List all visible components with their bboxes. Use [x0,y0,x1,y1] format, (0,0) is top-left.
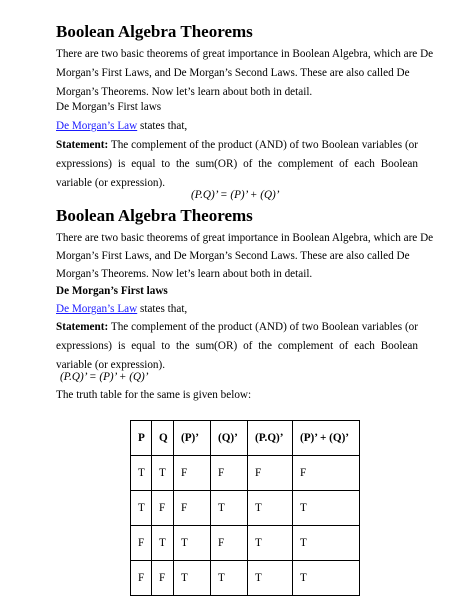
table-cell: T [131,456,152,491]
statement-label: Statement: [56,139,109,151]
states-that-text: states that, [137,120,188,132]
de-morgans-law-link[interactable]: De Morgan’s Law [56,120,138,132]
table-cell: F [248,456,293,491]
table-cell: T [293,561,360,596]
table-cell: T [248,561,293,596]
section2-intro-line-2: Morgan’s First Laws, and De Morgan’s Second Laws. These are also called De [56,250,410,262]
table-cell: F [174,491,211,526]
table-cell: T [248,491,293,526]
table-cell: F [131,561,152,596]
statement-label-2: Statement: [56,321,109,333]
table-row [131,526,360,561]
table-cell: F [152,561,174,596]
statement-text-2: The complement of the product (AND) of two Boolean variables (or expressions) is equal to the sum(OR) of the complement of each Boolean variable (or expression). [56,321,418,371]
table-cell: T [211,561,248,596]
table-cell: F [174,456,211,491]
section1-link-line [56,117,187,136]
section1-intro-line-1: There are two basic theorems of great importance in Boolean Algebra, which are De [56,48,434,60]
section2-formula: (P.Q)’ = (P)’ + (Q)’ [60,371,149,383]
table-cell: T [293,526,360,561]
section1-formula: (P.Q)’ = (P)’ + (Q)’ [191,189,280,201]
table-cell: F [131,526,152,561]
section2-intro-line-3: Morgan’s Theorems. Now let’s learn about both in detail. [56,268,313,280]
section1-intro-line-3: Morgan’s Theorems. Now let’s learn about both in detail. [56,86,313,98]
section2-link-line [56,300,187,319]
section2-intro-line-1: There are two basic theorems of great importance in Boolean Algebra, which are De [56,232,434,244]
table-cell: F [152,491,174,526]
table-cell: T [293,491,360,526]
header-cell: (P)’ + (Q)’ [293,421,360,456]
table-cell: F [293,456,360,491]
section1-intro-line-2: Morgan’s First Laws, and De Morgan’s Second Laws. These are also called De [56,67,410,79]
section1-heading: Boolean Algebra Theorems [56,22,253,41]
section2-subheading: De Morgan’s First laws [56,285,168,297]
table-cell: T [131,491,152,526]
table-intro: The truth table for the same is given below: [56,389,252,401]
section1-subheading: De Morgan’s First laws [56,101,162,113]
table-cell: F [211,456,248,491]
header-cell: (Q)’ [211,421,248,456]
states-that-text-2: states that, [137,303,188,315]
table-cell: T [248,526,293,561]
truth-table [130,420,360,596]
header-cell: (P)’ [174,421,211,456]
table-row [131,491,360,526]
table-cell: T [174,526,211,561]
table-cell: T [152,456,174,491]
de-morgans-law-link-2[interactable]: De Morgan’s Law [56,303,138,315]
section2-statement [56,318,418,375]
table-cell: T [211,491,248,526]
statement-text: The complement of the product (AND) of two Boolean variables (or expressions) is equal to the sum(OR) of the complement of each Boolean variable (or expression). [56,139,418,189]
table-cell: T [152,526,174,561]
header-cell: Q [152,421,174,456]
table-row [131,561,360,596]
table-cell: T [174,561,211,596]
table-row [131,456,360,491]
section2-heading: Boolean Algebra Theorems [56,206,253,225]
header-cell: (P.Q)’ [248,421,293,456]
header-cell: P [131,421,152,456]
table-cell: F [211,526,248,561]
section1-statement [56,136,418,193]
table-header-row [131,421,360,456]
